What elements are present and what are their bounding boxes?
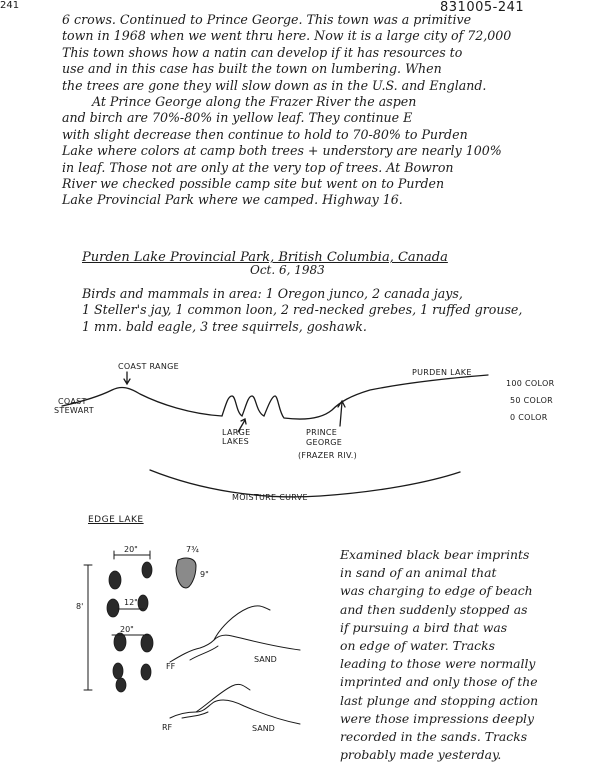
notes-line: probably made yesterday. (340, 747, 502, 763)
journal-line: Birds and mammals in area: 1 Oregon junco, 2 canada jays, (82, 286, 463, 301)
paw-print (113, 663, 123, 679)
height-dimension (84, 565, 92, 690)
notes-line: last plunge and stopping action (340, 692, 539, 708)
top-width-measure: 20" (124, 545, 138, 554)
journal-line: This town shows how a natin can develop if it has resources to (62, 44, 463, 60)
stewart-label: STEWART (54, 406, 94, 415)
paw-print (141, 664, 151, 680)
low-width-measure: 20" (120, 625, 134, 634)
location-heading: Purden Lake Provincial Park, British Columbia, Canada (82, 250, 448, 265)
journal-line: use and in this case has built the town on lumbering. When (62, 61, 442, 77)
sand-section-ff (170, 635, 300, 662)
sand-ridge-ff (214, 606, 270, 640)
paw-print (141, 634, 153, 652)
paw-print (116, 678, 126, 692)
edge-lake-title: EDGE LAKE (88, 515, 144, 525)
catalog-number: 831005-241 (440, 0, 525, 15)
page-number: 241 (0, 0, 20, 11)
frazer-river-label: (FRAZER RIV.) (298, 451, 357, 460)
notes-line: on edge of water. Tracks (340, 638, 495, 654)
large-lakes-label-2: LAKES (222, 437, 249, 446)
color-100-label: 100 COLOR (506, 379, 555, 388)
paw-print (107, 599, 119, 617)
journal-line: with slight decrease then continue to hold to 70-80% to Purden (62, 126, 468, 142)
color-0-label: 0 COLOR (510, 413, 548, 422)
entry-date: Oct. 6, 1983 (250, 263, 325, 277)
journal-line: 1 Steller's jay, 1 common loon, 2 red-necked grebes, 1 ruffed grouse, (82, 302, 523, 318)
coast-label: COAST (58, 397, 87, 406)
notes-line: was charging to edge of beach (340, 583, 533, 599)
paw-print (114, 633, 126, 651)
print-size-measure: 7¾ (186, 545, 199, 554)
journal-line: and birch are 70%-80% in yellow leaf. They continue E (62, 110, 413, 126)
paw-print (142, 562, 152, 578)
mid-width-measure: 12" (124, 598, 138, 607)
journal-line: 1 mm. bald eagle, 3 tree squirrels, goshawk. (82, 318, 367, 334)
notes-line: recorded in the sands. Tracks (340, 729, 528, 745)
journal-line: Lake where colors at camp both trees + understory are nearly 100% (62, 143, 502, 159)
paw-print (109, 571, 121, 589)
notes-line: and then suddenly stopped as (340, 601, 528, 617)
color-50-label: 50 COLOR (510, 396, 554, 405)
purden-lake-label: PURDEN LAKE (412, 368, 472, 377)
ff-label: FF (166, 662, 176, 671)
rf-label: RF (162, 723, 173, 732)
height-measure: 8' (76, 602, 84, 611)
notes-line: Examined black bear imprints (340, 547, 530, 562)
notes-line: were those impressions deeply (340, 710, 534, 726)
notes-line: imprinted and only those of the (340, 674, 538, 690)
print-length-measure: 9" (200, 570, 209, 579)
journal-line: the trees are gone they will slow down as in the U.S. and England. (62, 77, 487, 93)
moisture-curve-label: MOISTURE CURVE (232, 493, 308, 502)
large-print (176, 558, 196, 588)
sand-section-rf (170, 700, 300, 724)
notes-line: in sand of an animal that (340, 565, 497, 581)
prince-label: PRINCE (306, 428, 338, 437)
journal-line: Lake Provincial Park where we camped. Highway 16. (62, 192, 403, 208)
sand-label-2: SAND (252, 724, 275, 733)
sand-ridge-rf (196, 684, 250, 712)
george-label: GEORGE (306, 438, 343, 447)
journal-line: town in 1968 when we went thru here. Now it is a large city of 72,000 (62, 28, 512, 44)
journal-line: At Prince George along the Frazer River the aspen (92, 94, 417, 110)
journal-line: in leaf. Those not are only at the very top of trees. At Bowron (62, 159, 454, 175)
journal-line: 6 crows. Continued to Prince George. This town was a primitive (62, 12, 472, 27)
notes-line: if pursuing a bird that was (340, 619, 508, 635)
bear-track-notes (340, 546, 600, 764)
coast-range-label: COAST RANGE (118, 362, 179, 371)
notes-line: leading to those were normally (340, 656, 536, 672)
sand-label-1: SAND (254, 655, 277, 664)
journal-line: River we checked possible camp site but went on to Purden (62, 176, 445, 192)
large-lakes-label-1: LARGE (222, 428, 251, 437)
